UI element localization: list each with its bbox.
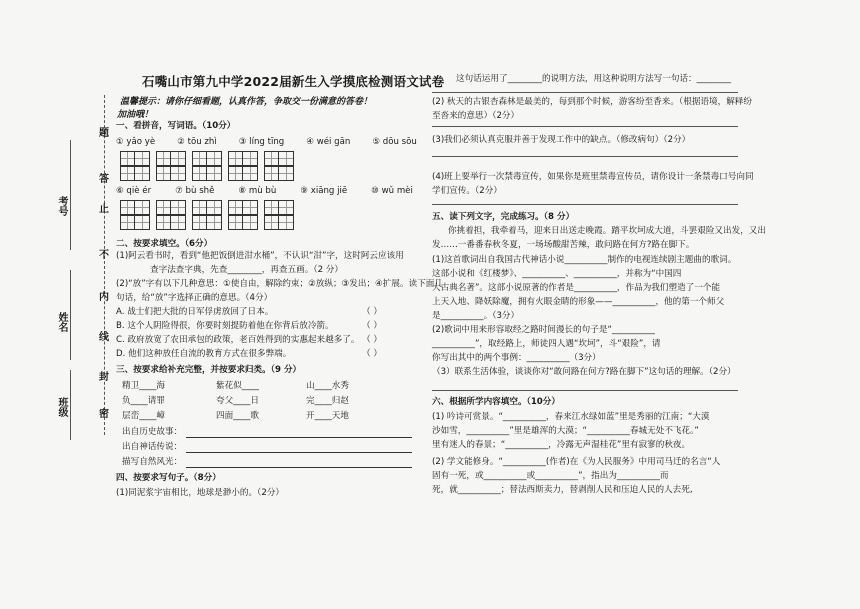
category-myth: 出自神话传说： [122, 442, 183, 452]
exam-title: 石嘴山市第九中学2022届新生入学摸底检测语文试卷 [142, 74, 445, 89]
s2-q1-line2: 查字法查字典，先查________，再查五画。（2 分） [150, 265, 343, 275]
char-grid-row2b [120, 215, 294, 230]
section2-heading: 二、按要求填空。（6分） [116, 239, 213, 249]
lyrics-line2: 发……一番番春秋冬夏，一场场酸甜苦辣，敢问路在何方?路在脚下。 [432, 240, 695, 250]
idiom-4[interactable]: 负____请罪 [122, 396, 165, 406]
cheer-text: 加油哦！ [117, 110, 154, 120]
seal-mark-6: 线 [99, 332, 109, 343]
idiom-2[interactable]: 紫花似____ [216, 381, 259, 391]
s2-item-b: B. 这个人阴险得很，你要时刻提防着他在你背后放冷箭。 [116, 321, 334, 331]
answer-paren-b[interactable]: （ ） [362, 321, 382, 331]
s2-item-d: D. 他们这种放任自流的教育方式在很多弊端。 [116, 349, 292, 359]
s2-item-a: A. 战士们把大批的日军俘虏放回了日本。 [116, 307, 274, 317]
idiom-row1 [122, 380, 349, 392]
s2-q2-line1: (2)“放”字有以下几种意思：①使自由，解除约束；②放纵；③发出；④扩展。读下面几 [116, 279, 443, 289]
r-q4-answer-line[interactable] [432, 204, 738, 205]
s5-b2: __________”，取经路上，师徒四人遇“坎坷”，斗“艰险”，请 [432, 339, 661, 349]
pinyin-3: ③ líng tīng [238, 137, 285, 147]
idiom-row2 [122, 395, 349, 407]
seal-mark-8: 密 [99, 409, 109, 420]
idiom-3[interactable]: 山____水秀 [306, 381, 349, 391]
idiom-row3 [122, 410, 349, 422]
pinyin-1: ① yǎo yè [116, 137, 156, 147]
pinyin-6: ⑥ qiè ér [116, 186, 152, 196]
s6-d2: 沙如雪，__________”里是雄浑的大漠；“__________春城无处不飞花。” [432, 426, 699, 436]
pinyin-8: ⑧ mù bù [238, 186, 277, 196]
pinyin-row1 [116, 136, 417, 148]
s5-a4: 上天入地、降妖除魔，拥有火眼金睛的形象——__________，他的第一个师父 [432, 297, 725, 307]
r-q2-answer-line[interactable] [432, 126, 738, 127]
category-nature-line[interactable] [186, 467, 412, 468]
lyrics-line1: 你挑着担，我牵着马，迎来日出送走晚霞。踏平坎坷成大道，斗罢艰险又出发，又出 [448, 226, 766, 236]
idiom-6[interactable]: 完____归赵 [306, 396, 349, 406]
answer-box-9[interactable] [228, 200, 258, 215]
category-myth-line[interactable] [186, 452, 412, 453]
r-q2-line2: 至沓来的意思）（2分） [432, 111, 520, 121]
s5-a5: 是__________。（3分） [432, 311, 520, 321]
banji-line [70, 370, 71, 440]
section1-heading: 一、看拼音，写词语。（10分） [116, 121, 236, 131]
idiom-8[interactable]: 四面____歌 [216, 411, 259, 421]
s5-b1: (2)歌词中用来形容取经之路时间漫长的句子是“__________ [432, 325, 655, 335]
r-q4-line1: (4)班上要举行一次禁毒宣传，如果你是班里禁毒宣传员，请你设计一条禁毒口号向同 [432, 172, 754, 182]
answer-box-8[interactable] [192, 200, 222, 215]
answer-box-1[interactable] [120, 151, 150, 166]
answer-box-4[interactable] [228, 151, 258, 166]
s6-e2: 固有一死，或__________或__________”，指出为__________而 [432, 471, 669, 481]
s6-e1: (2) 学文能修身。“__________(作者)在《为人民服务》中用司马迁的名言“人 [432, 457, 721, 467]
r-q1-cont: 这句话运用了________的说明方法，用这种说明方法写一句话：________ [456, 74, 732, 84]
s5-a1: (1)这首歌词出自我国古代神话小说__________制作的电视连续剧主题曲的歌词。 [432, 255, 737, 265]
answer-paren-d[interactable]: （ ） [362, 349, 382, 359]
section3-heading: 三、按要求给补充完整，并按要求归类。（9 分） [116, 365, 302, 375]
idiom-1[interactable]: 精卫____海 [122, 381, 165, 391]
section6-heading: 六、根据所学内容填空。（10分） [432, 397, 560, 407]
pinyin-10: ⑩ wǔ mèi [371, 186, 413, 196]
answer-box-6[interactable] [120, 200, 150, 215]
s2-q2-line2: 句话，给“放”字选择正确的意思。（4分） [116, 293, 273, 303]
char-grid-row1 [120, 151, 294, 166]
category-history: 出自历史故事： [122, 427, 183, 437]
answer-box-5[interactable] [264, 151, 294, 166]
s4-q1: (1)同泥浆宇宙相比，地球是渺小的。（2分） [116, 488, 285, 498]
banji-label: 班级 [56, 397, 67, 417]
section4-heading: 四、按要求写句子。（8分） [116, 473, 221, 483]
seal-mark-4: 不 [99, 250, 109, 261]
idiom-7[interactable]: 层峦____嶂 [122, 411, 165, 421]
s5-c1-answer-line[interactable] [432, 390, 738, 391]
category-history-line[interactable] [186, 437, 412, 438]
r-q2-line1: (2) 秋天的古银杏森林是最美的，每到那个时候，游客纷至香来。（根据语境，解释纷 [432, 97, 752, 107]
s5-a2: 这部小说和《红楼梦》、__________、__________，并称为“中国四 [432, 269, 682, 279]
answer-paren-c[interactable]: （ ） [362, 335, 382, 345]
seal-mark-2: 答 [99, 174, 109, 185]
s6-d3: 里有迷人的春景；“__________，冷露无声湿桂花”里有寂寥的秋夜。 [432, 440, 691, 450]
idiom-9[interactable]: 开____天地 [306, 411, 349, 421]
seal-line [104, 95, 105, 435]
pinyin-9: ⑨ xiāng jiē [300, 186, 348, 196]
category-nature: 描写自然风光： [122, 457, 183, 467]
answer-box-7[interactable] [156, 200, 186, 215]
idiom-5[interactable]: 夸父____日 [216, 396, 259, 406]
seal-mark-7: 封 [99, 372, 109, 383]
s2-q1-line1: (1)阿云看书时，看到“他把饭倒进泔水桶”，不认识“泔”字，这时阿云应该用 [116, 251, 404, 261]
r-q4-line2: 学们宣传。（2分） [432, 186, 502, 196]
kaohao-line [70, 140, 71, 250]
section5-heading: 五、读下列文字，完成练习。（8 分） [432, 212, 575, 222]
seal-mark-1: 题 [99, 128, 109, 139]
s6-d1: (1) 吟诗可赏景。“__________，春来江水绿如蓝”里是秀丽的江南；“大漠 [432, 412, 710, 422]
pinyin-5: ⑤ dōu sōu [372, 137, 417, 147]
pinyin-4: ④ wéi gān [306, 137, 351, 147]
s5-a3: 大古典名著”。这部小说原著的作者是__________，作品为我们塑造了一个能 [432, 283, 721, 293]
r-q3: (3)我们必须认真克服并善于发现工作中的缺点。（修改病句）（2分） [432, 135, 691, 145]
s5-b3: 你写出其中的两个事例：__________（3分） [432, 353, 601, 363]
s5-c1: （3）联系生活体验，谈谈你对“敢问路在何方?路在脚下”这句话的理解。（2分） [432, 367, 736, 377]
answer-box-2[interactable] [156, 151, 186, 166]
r-q1-line[interactable] [432, 92, 738, 93]
answer-box-3[interactable] [192, 151, 222, 166]
answer-paren-a[interactable]: （ ） [362, 307, 382, 317]
xingming-label: 姓名 [56, 312, 67, 332]
pinyin-7: ⑦ bù shě [175, 186, 215, 196]
xingming-line [70, 270, 71, 360]
r-q3-answer-line[interactable] [432, 156, 738, 157]
s6-e3: 死，就__________；替法西斯卖力，替剥削人民和压迫人民的人去死, [432, 485, 693, 495]
char-grid-row2 [120, 200, 294, 215]
answer-box-10[interactable] [264, 200, 294, 215]
seal-mark-5: 内 [99, 292, 109, 303]
kaohao-label: 考号 [56, 196, 67, 216]
pinyin-2: ② tōu zhì [177, 137, 217, 147]
s2-item-c: C. 政府放宽了农田承包的政策，老百姓得到的实惠起来越多了。 [116, 335, 360, 345]
tip-text: 温馨提示：请你仔细看题，认真作答，争取交一份满意的答卷！ [120, 97, 373, 107]
pinyin-row2 [116, 185, 413, 197]
char-grid-row1b [120, 166, 294, 181]
seal-mark-3: 止 [99, 204, 109, 215]
